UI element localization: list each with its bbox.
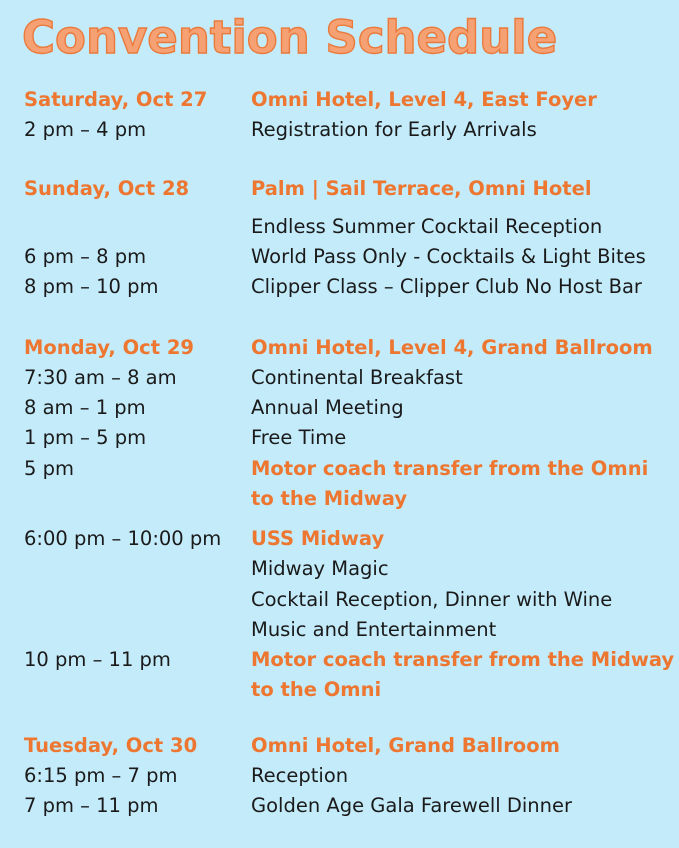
time-cell: 2 pm – 4 pm bbox=[24, 118, 147, 141]
schedule-row bbox=[0, 615, 679, 645]
day-label: Monday, Oct 29 bbox=[24, 336, 194, 359]
schedule-row bbox=[0, 675, 679, 705]
event-cell: Endless Summer Cocktail Reception bbox=[251, 215, 603, 238]
schedule-row bbox=[0, 554, 679, 584]
event-cell: Registration for Early Arrivals bbox=[251, 118, 537, 141]
schedule-row bbox=[0, 115, 679, 145]
schedule-row bbox=[0, 272, 679, 302]
page-title: Convention Schedule bbox=[22, 11, 558, 64]
event-cell: Midway Magic bbox=[251, 557, 389, 580]
transfer-cell: to the Midway bbox=[251, 487, 408, 510]
venue-label: Omni Hotel, Level 4, Grand Ballroom bbox=[251, 336, 653, 359]
schedule-row bbox=[0, 393, 679, 423]
venue-label: Omni Hotel, Level 4, East Foyer bbox=[251, 88, 597, 111]
transfer-cell: to the Omni bbox=[251, 678, 382, 701]
venue-label: USS Midway bbox=[251, 527, 385, 550]
schedule-row bbox=[0, 212, 679, 242]
schedule-row bbox=[0, 242, 679, 272]
day-header-row bbox=[0, 731, 679, 761]
schedule-row bbox=[0, 454, 679, 484]
schedule-row bbox=[0, 484, 679, 514]
time-cell: 6 pm – 8 pm bbox=[24, 245, 147, 268]
day-header-row bbox=[0, 85, 679, 115]
event-cell: World Pass Only - Cocktails & Light Bites bbox=[251, 245, 646, 268]
venue-label: Omni Hotel, Grand Ballroom bbox=[251, 734, 560, 757]
time-cell: 10 pm – 11 pm bbox=[24, 648, 171, 671]
schedule-row bbox=[0, 645, 679, 675]
event-cell: Golden Age Gala Farewell Dinner bbox=[251, 794, 573, 817]
day-header-row bbox=[0, 174, 679, 204]
day-header-row bbox=[0, 333, 679, 363]
day-label: Saturday, Oct 27 bbox=[24, 88, 208, 111]
event-cell: Free Time bbox=[251, 426, 347, 449]
transfer-cell: Motor coach transfer from the Midway bbox=[251, 648, 675, 671]
schedule-row bbox=[0, 524, 679, 554]
time-cell: 6:15 pm – 7 pm bbox=[24, 764, 178, 787]
day-label: Tuesday, Oct 30 bbox=[24, 734, 198, 757]
time-cell: 8 am – 1 pm bbox=[24, 396, 146, 419]
transfer-cell: Motor coach transfer from the Omni bbox=[251, 457, 649, 480]
time-cell: 7 pm – 11 pm bbox=[24, 794, 159, 817]
event-cell: Continental Breakfast bbox=[251, 366, 463, 389]
event-cell: Music and Entertainment bbox=[251, 618, 497, 641]
schedule-row bbox=[0, 585, 679, 615]
schedule-row bbox=[0, 761, 679, 791]
time-cell: 7:30 am – 8 am bbox=[24, 366, 177, 389]
schedule-row bbox=[0, 363, 679, 393]
venue-label: Palm | Sail Terrace, Omni Hotel bbox=[251, 177, 592, 200]
schedule-row bbox=[0, 423, 679, 453]
day-label: Sunday, Oct 28 bbox=[24, 177, 190, 200]
time-cell: 1 pm – 5 pm bbox=[24, 426, 147, 449]
event-cell: Reception bbox=[251, 764, 349, 787]
schedule-row bbox=[0, 791, 679, 821]
time-cell: 5 pm bbox=[24, 457, 74, 480]
time-cell: 8 pm – 10 pm bbox=[24, 275, 159, 298]
event-cell: Annual Meeting bbox=[251, 396, 404, 419]
time-cell: 6:00 pm – 10:00 pm bbox=[24, 527, 222, 550]
event-cell: Cocktail Reception, Dinner with Wine bbox=[251, 588, 613, 611]
event-cell: Clipper Class – Clipper Club No Host Bar bbox=[251, 275, 642, 298]
